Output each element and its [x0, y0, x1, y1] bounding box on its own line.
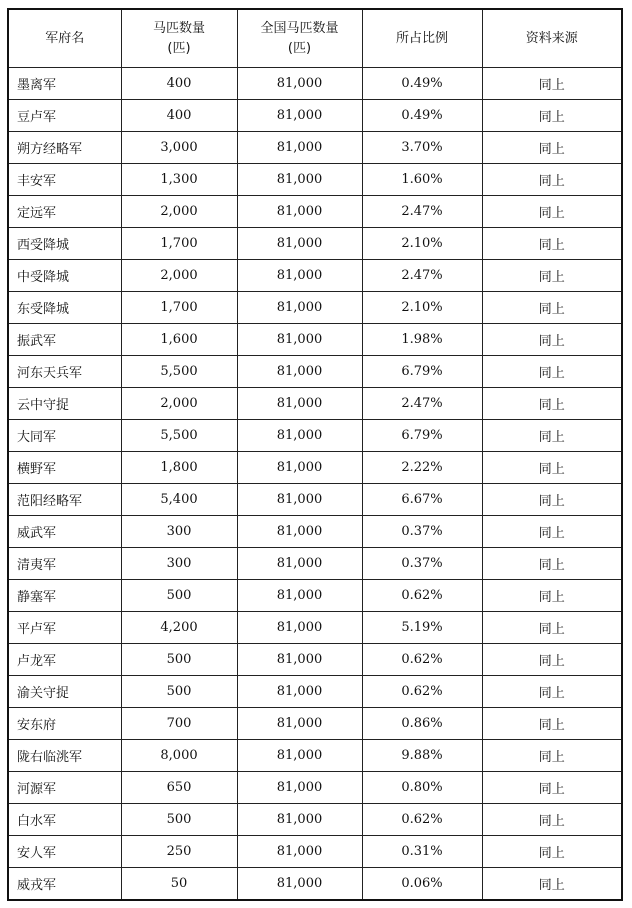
header-unit: (匹) [167, 40, 191, 56]
cell-army-name: 河东天兵军 [8, 356, 121, 388]
table-container [7, 8, 621, 901]
cell-source: 同上 [482, 68, 622, 100]
cell-source: 同上 [482, 324, 622, 356]
cell-percentage: 0.80% [362, 772, 482, 804]
cell-percentage: 2.47% [362, 260, 482, 292]
cell-national-total: 81,000 [237, 740, 362, 772]
cell-army-name: 朔方经略军 [8, 132, 121, 164]
table-row [8, 324, 622, 356]
cell-horse-count: 2,000 [121, 196, 237, 228]
cell-percentage: 6.79% [362, 356, 482, 388]
header-cell-army-name [8, 9, 121, 68]
cell-source: 同上 [482, 740, 622, 772]
cell-army-name: 墨离军 [8, 68, 121, 100]
cell-army-name: 振武军 [8, 324, 121, 356]
cell-horse-count: 500 [121, 580, 237, 612]
cell-army-name: 陇右临洮军 [8, 740, 121, 772]
cell-percentage: 0.49% [362, 100, 482, 132]
cell-horse-count: 1,700 [121, 292, 237, 324]
cell-source: 同上 [482, 516, 622, 548]
cell-horse-count: 500 [121, 676, 237, 708]
table-row [8, 708, 622, 740]
cell-source: 同上 [482, 708, 622, 740]
cell-percentage: 0.62% [362, 644, 482, 676]
cell-army-name: 渝关守捉 [8, 676, 121, 708]
cell-army-name: 范阳经略军 [8, 484, 121, 516]
cell-national-total: 81,000 [237, 708, 362, 740]
header-text: 马匹数量 [152, 20, 205, 36]
cell-national-total: 81,000 [237, 772, 362, 804]
table-row [8, 484, 622, 516]
cell-horse-count: 1,700 [121, 228, 237, 260]
cell-horse-count: 2,000 [121, 388, 237, 420]
cell-army-name: 豆卢军 [8, 100, 121, 132]
table-header [8, 9, 622, 68]
cell-source: 同上 [482, 292, 622, 324]
cell-source: 同上 [482, 228, 622, 260]
cell-national-total: 81,000 [237, 612, 362, 644]
cell-national-total: 81,000 [237, 676, 362, 708]
cell-national-total: 81,000 [237, 68, 362, 100]
cell-percentage: 0.62% [362, 580, 482, 612]
cell-army-name: 安东府 [8, 708, 121, 740]
cell-percentage: 0.37% [362, 516, 482, 548]
cell-source: 同上 [482, 260, 622, 292]
table-row [8, 356, 622, 388]
cell-source: 同上 [482, 804, 622, 836]
cell-percentage: 6.67% [362, 484, 482, 516]
cell-army-name: 云中守捉 [8, 388, 121, 420]
cell-national-total: 81,000 [237, 228, 362, 260]
cell-percentage: 0.62% [362, 676, 482, 708]
table-row [8, 164, 622, 196]
cell-percentage: 0.06% [362, 868, 482, 901]
header-text: 全国马匹数量 [260, 20, 339, 36]
cell-horse-count: 300 [121, 516, 237, 548]
table-row [8, 644, 622, 676]
cell-national-total: 81,000 [237, 580, 362, 612]
cell-source: 同上 [482, 644, 622, 676]
cell-source: 同上 [482, 548, 622, 580]
cell-horse-count: 3,000 [121, 132, 237, 164]
cell-source: 同上 [482, 836, 622, 868]
cell-army-name: 平卢军 [8, 612, 121, 644]
cell-source: 同上 [482, 196, 622, 228]
cell-source: 同上 [482, 484, 622, 516]
table-row [8, 228, 622, 260]
table-row [8, 868, 622, 901]
header-cell-source [482, 9, 622, 68]
table-row [8, 420, 622, 452]
cell-percentage: 0.37% [362, 548, 482, 580]
cell-army-name: 中受降城 [8, 260, 121, 292]
cell-horse-count: 5,500 [121, 356, 237, 388]
cell-horse-count: 400 [121, 68, 237, 100]
table-row [8, 292, 622, 324]
cell-percentage: 1.98% [362, 324, 482, 356]
cell-source: 同上 [482, 580, 622, 612]
cell-army-name: 大同军 [8, 420, 121, 452]
table-row [8, 516, 622, 548]
cell-horse-count: 500 [121, 804, 237, 836]
cell-source: 同上 [482, 676, 622, 708]
cell-national-total: 81,000 [237, 516, 362, 548]
cell-percentage: 2.10% [362, 228, 482, 260]
cell-horse-count: 8,000 [121, 740, 237, 772]
header-cell-horse-count [121, 9, 237, 68]
cell-source: 同上 [482, 868, 622, 901]
cell-source: 同上 [482, 420, 622, 452]
cell-percentage: 0.49% [362, 68, 482, 100]
cell-horse-count: 400 [121, 100, 237, 132]
table-body [8, 68, 622, 901]
cell-army-name: 威戎军 [8, 868, 121, 901]
header-text: 资料来源 [525, 30, 578, 46]
table-row [8, 260, 622, 292]
cell-horse-count: 5,400 [121, 484, 237, 516]
cell-national-total: 81,000 [237, 644, 362, 676]
cell-horse-count: 300 [121, 548, 237, 580]
cell-horse-count: 1,300 [121, 164, 237, 196]
table-row [8, 836, 622, 868]
header-row [8, 9, 622, 68]
cell-national-total: 81,000 [237, 132, 362, 164]
cell-source: 同上 [482, 452, 622, 484]
cell-army-name: 横野军 [8, 452, 121, 484]
cell-national-total: 81,000 [237, 548, 362, 580]
cell-horse-count: 1,600 [121, 324, 237, 356]
table-row [8, 196, 622, 228]
cell-source: 同上 [482, 132, 622, 164]
table-row [8, 740, 622, 772]
cell-army-name: 静塞军 [8, 580, 121, 612]
cell-source: 同上 [482, 612, 622, 644]
cell-source: 同上 [482, 100, 622, 132]
cell-percentage: 2.22% [362, 452, 482, 484]
cell-horse-count: 500 [121, 644, 237, 676]
cell-national-total: 81,000 [237, 484, 362, 516]
table-row [8, 772, 622, 804]
table-row [8, 68, 622, 100]
cell-national-total: 81,000 [237, 260, 362, 292]
cell-army-name: 威武军 [8, 516, 121, 548]
cell-army-name: 东受降城 [8, 292, 121, 324]
cell-source: 同上 [482, 388, 622, 420]
cell-horse-count: 5,500 [121, 420, 237, 452]
table-row [8, 132, 622, 164]
cell-national-total: 81,000 [237, 196, 362, 228]
cell-national-total: 81,000 [237, 356, 362, 388]
cell-national-total: 81,000 [237, 324, 362, 356]
cell-horse-count: 650 [121, 772, 237, 804]
cell-percentage: 2.47% [362, 388, 482, 420]
cell-army-name: 河源军 [8, 772, 121, 804]
cell-percentage: 0.62% [362, 804, 482, 836]
table-row [8, 452, 622, 484]
cell-source: 同上 [482, 356, 622, 388]
table-row [8, 388, 622, 420]
horse-data-table [7, 8, 623, 901]
cell-horse-count: 250 [121, 836, 237, 868]
cell-army-name: 清夷军 [8, 548, 121, 580]
header-text: 军府名 [45, 30, 85, 46]
cell-horse-count: 1,800 [121, 452, 237, 484]
cell-percentage: 2.10% [362, 292, 482, 324]
header-cell-national-total [237, 9, 362, 68]
cell-percentage: 1.60% [362, 164, 482, 196]
cell-national-total: 81,000 [237, 836, 362, 868]
header-unit: (匹) [287, 40, 312, 56]
cell-army-name: 安人军 [8, 836, 121, 868]
cell-national-total: 81,000 [237, 100, 362, 132]
cell-horse-count: 50 [121, 868, 237, 901]
header-text: 所占比例 [395, 30, 448, 46]
table-row [8, 100, 622, 132]
cell-army-name: 卢龙军 [8, 644, 121, 676]
cell-national-total: 81,000 [237, 420, 362, 452]
cell-source: 同上 [482, 164, 622, 196]
cell-horse-count: 4,200 [121, 612, 237, 644]
cell-national-total: 81,000 [237, 164, 362, 196]
cell-army-name: 定远军 [8, 196, 121, 228]
table-row [8, 676, 622, 708]
cell-horse-count: 2,000 [121, 260, 237, 292]
cell-national-total: 81,000 [237, 804, 362, 836]
cell-national-total: 81,000 [237, 388, 362, 420]
cell-army-name: 白水军 [8, 804, 121, 836]
cell-percentage: 6.79% [362, 420, 482, 452]
cell-percentage: 3.70% [362, 132, 482, 164]
cell-national-total: 81,000 [237, 452, 362, 484]
cell-army-name: 丰安军 [8, 164, 121, 196]
cell-percentage: 0.86% [362, 708, 482, 740]
header-cell-percentage [362, 9, 482, 68]
cell-army-name: 西受降城 [8, 228, 121, 260]
cell-national-total: 81,000 [237, 292, 362, 324]
cell-percentage: 5.19% [362, 612, 482, 644]
cell-percentage: 0.31% [362, 836, 482, 868]
cell-horse-count: 700 [121, 708, 237, 740]
table-row [8, 804, 622, 836]
cell-percentage: 2.47% [362, 196, 482, 228]
table-row [8, 580, 622, 612]
cell-source: 同上 [482, 772, 622, 804]
cell-percentage: 9.88% [362, 740, 482, 772]
cell-national-total: 81,000 [237, 868, 362, 901]
table-row [8, 548, 622, 580]
table-row [8, 612, 622, 644]
